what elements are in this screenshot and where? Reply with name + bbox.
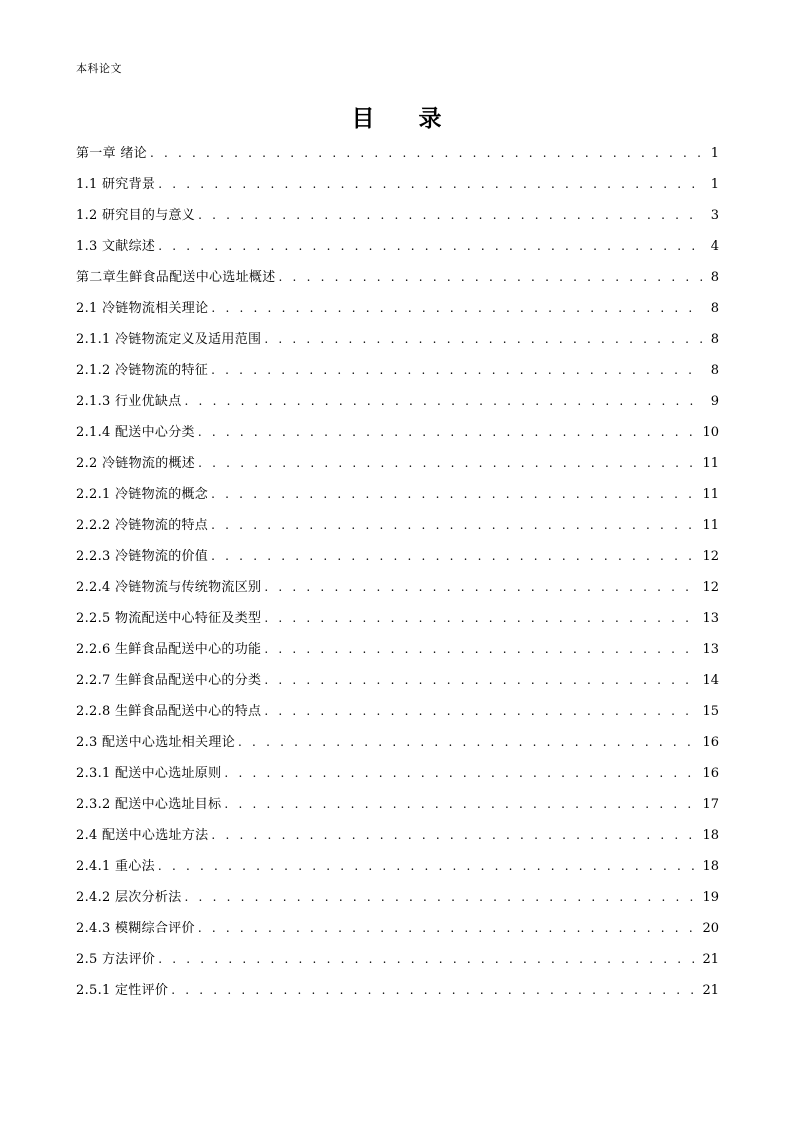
toc-entry[interactable] [76, 727, 719, 758]
toc-entry-label: 第二章生鲜食品配送中心选址概述 [76, 270, 276, 285]
toc-entry[interactable] [76, 696, 719, 727]
toc-dot-leader [158, 944, 700, 975]
toc-entry[interactable] [76, 789, 719, 820]
toc-entry-page-number: 8 [710, 270, 719, 285]
toc-entry-page-number: 18 [702, 828, 719, 843]
toc-entry[interactable] [76, 169, 719, 200]
toc-entry[interactable] [76, 417, 719, 448]
toc-dot-leader [158, 851, 701, 882]
toc-dot-leader [185, 882, 701, 913]
table-of-contents [76, 138, 719, 1006]
toc-entry-label: 2.1 冷链物流相关理论 [76, 301, 209, 316]
toc-entry-label: 2.3.2 配送中心选址目标 [76, 797, 222, 812]
toc-entry[interactable] [76, 479, 719, 510]
toc-entry-label: 2.2.1 冷链物流的概念 [76, 487, 209, 502]
toc-entry[interactable] [76, 820, 719, 851]
toc-entry[interactable] [76, 541, 719, 572]
toc-entry-label: 2.1.1 冷链物流定义及适用范围 [76, 332, 262, 347]
toc-entry-label: 2.4.3 模糊综合评价 [76, 921, 195, 936]
toc-dot-leader [158, 231, 703, 262]
toc-entry-page-number: 15 [702, 704, 719, 719]
toc-entry-page-number: 19 [702, 890, 719, 905]
toc-dot-leader [198, 417, 701, 448]
toc-dot-leader [238, 727, 700, 758]
toc-entry-label: 1.1 研究背景 [76, 177, 156, 192]
toc-entry-label: 2.4.2 层次分析法 [76, 890, 182, 905]
toc-dot-leader [224, 789, 700, 820]
toc-entry[interactable] [76, 448, 719, 479]
toc-entry[interactable] [76, 200, 719, 231]
toc-entry-page-number: 1 [710, 146, 719, 161]
toc-entry-page-number: 12 [702, 549, 719, 564]
toc-entry-page-number: 4 [710, 239, 719, 254]
toc-entry-label: 2.3 配送中心选址相关理论 [76, 735, 236, 750]
toc-entry[interactable] [76, 231, 719, 262]
toc-entry-page-number: 21 [702, 952, 719, 967]
toc-entry-label: 2.1.3 行业优缺点 [76, 394, 182, 409]
toc-entry-label: 2.2.3 冷链物流的价值 [76, 549, 209, 564]
toc-entry-page-number: 16 [702, 766, 719, 781]
toc-entry[interactable] [76, 355, 719, 386]
toc-entry-page-number: 18 [702, 859, 719, 874]
toc-entry[interactable] [76, 510, 719, 541]
toc-dot-leader [198, 913, 701, 944]
toc-entry[interactable] [76, 262, 719, 293]
toc-entry-page-number: 1 [710, 177, 719, 192]
toc-dot-leader [211, 510, 700, 541]
toc-entry-page-number: 9 [710, 394, 719, 409]
toc-entry[interactable] [76, 293, 719, 324]
toc-entry-page-number: 11 [702, 487, 719, 502]
toc-entry[interactable] [76, 386, 719, 417]
toc-entry-label: 2.1.4 配送中心分类 [76, 425, 195, 440]
toc-dot-leader [211, 479, 700, 510]
toc-entry-page-number: 17 [702, 797, 719, 812]
toc-entry[interactable] [76, 758, 719, 789]
toc-entry[interactable] [76, 944, 719, 975]
toc-dot-leader [211, 541, 700, 572]
toc-entry-label: 2.2.8 生鲜食品配送中心的特点 [76, 704, 262, 719]
toc-dot-leader [211, 293, 703, 324]
header-divider [76, 80, 717, 81]
toc-entry-label: 2.5.1 定性评价 [76, 983, 169, 998]
toc-entry-page-number: 3 [710, 208, 719, 223]
toc-entry-label: 2.3.1 配送中心选址原则 [76, 766, 222, 781]
toc-dot-leader [198, 448, 700, 479]
toc-entry[interactable] [76, 572, 719, 603]
toc-entry-label: 2.4.1 重心法 [76, 859, 155, 874]
toc-dot-leader [264, 324, 703, 355]
toc-dot-leader [211, 820, 700, 851]
toc-entry-page-number: 12 [702, 580, 719, 595]
toc-entry-label: 2.2.2 冷链物流的特点 [76, 518, 209, 533]
toc-entry-page-number: 14 [702, 673, 719, 688]
toc-entry-page-number: 8 [710, 332, 719, 347]
toc-entry[interactable] [76, 851, 719, 882]
toc-dot-leader [185, 386, 703, 417]
toc-entry-page-number: 13 [702, 611, 719, 626]
running-header: 本科论文 [76, 62, 122, 75]
toc-entry-label: 2.2.6 生鲜食品配送中心的功能 [76, 642, 262, 657]
toc-entry-label: 1.2 研究目的与意义 [76, 208, 196, 223]
toc-entry[interactable] [76, 665, 719, 696]
toc-entry-page-number: 11 [702, 518, 719, 533]
toc-dot-leader [264, 665, 700, 696]
toc-dot-leader [264, 603, 700, 634]
toc-entry[interactable] [76, 882, 719, 913]
toc-entry-page-number: 8 [710, 301, 719, 316]
toc-entry-page-number: 20 [702, 921, 719, 936]
toc-entry-page-number: 21 [702, 983, 719, 998]
toc-entry-label: 1.3 文献综述 [76, 239, 156, 254]
toc-entry[interactable] [76, 913, 719, 944]
toc-entry-label: 2.5 方法评价 [76, 952, 156, 967]
toc-entry-page-number: 10 [702, 425, 719, 440]
toc-entry[interactable] [76, 138, 719, 169]
toc-entry[interactable] [76, 603, 719, 634]
toc-entry-label: 第一章 绪论 [76, 146, 147, 161]
toc-entry[interactable] [76, 975, 719, 1006]
toc-dot-leader [150, 138, 703, 169]
toc-dot-leader [158, 169, 703, 200]
toc-entry[interactable] [76, 634, 719, 665]
toc-entry-page-number: 16 [702, 735, 719, 750]
toc-dot-leader [171, 975, 700, 1006]
toc-dot-leader [279, 262, 703, 293]
toc-dot-leader [198, 200, 703, 231]
toc-entry-label: 2.2 冷链物流的概述 [76, 456, 196, 471]
toc-dot-leader [264, 634, 700, 665]
toc-dot-leader [211, 355, 703, 386]
toc-dot-leader [264, 572, 700, 603]
toc-entry-label: 2.2.4 冷链物流与传统物流区别 [76, 580, 262, 595]
toc-entry-page-number: 13 [702, 642, 719, 657]
toc-entry-page-number: 11 [702, 456, 719, 471]
toc-dot-leader [264, 696, 700, 727]
toc-entry-page-number: 8 [710, 363, 719, 378]
toc-dot-leader [224, 758, 700, 789]
toc-entry-label: 2.2.5 物流配送中心特征及类型 [76, 611, 262, 626]
toc-title: 目 录 [351, 106, 460, 132]
toc-entry-label: 2.1.2 冷链物流的特征 [76, 363, 209, 378]
toc-entry[interactable] [76, 324, 719, 355]
toc-entry-label: 2.2.7 生鲜食品配送中心的分类 [76, 673, 262, 688]
toc-entry-label: 2.4 配送中心选址方法 [76, 828, 209, 843]
